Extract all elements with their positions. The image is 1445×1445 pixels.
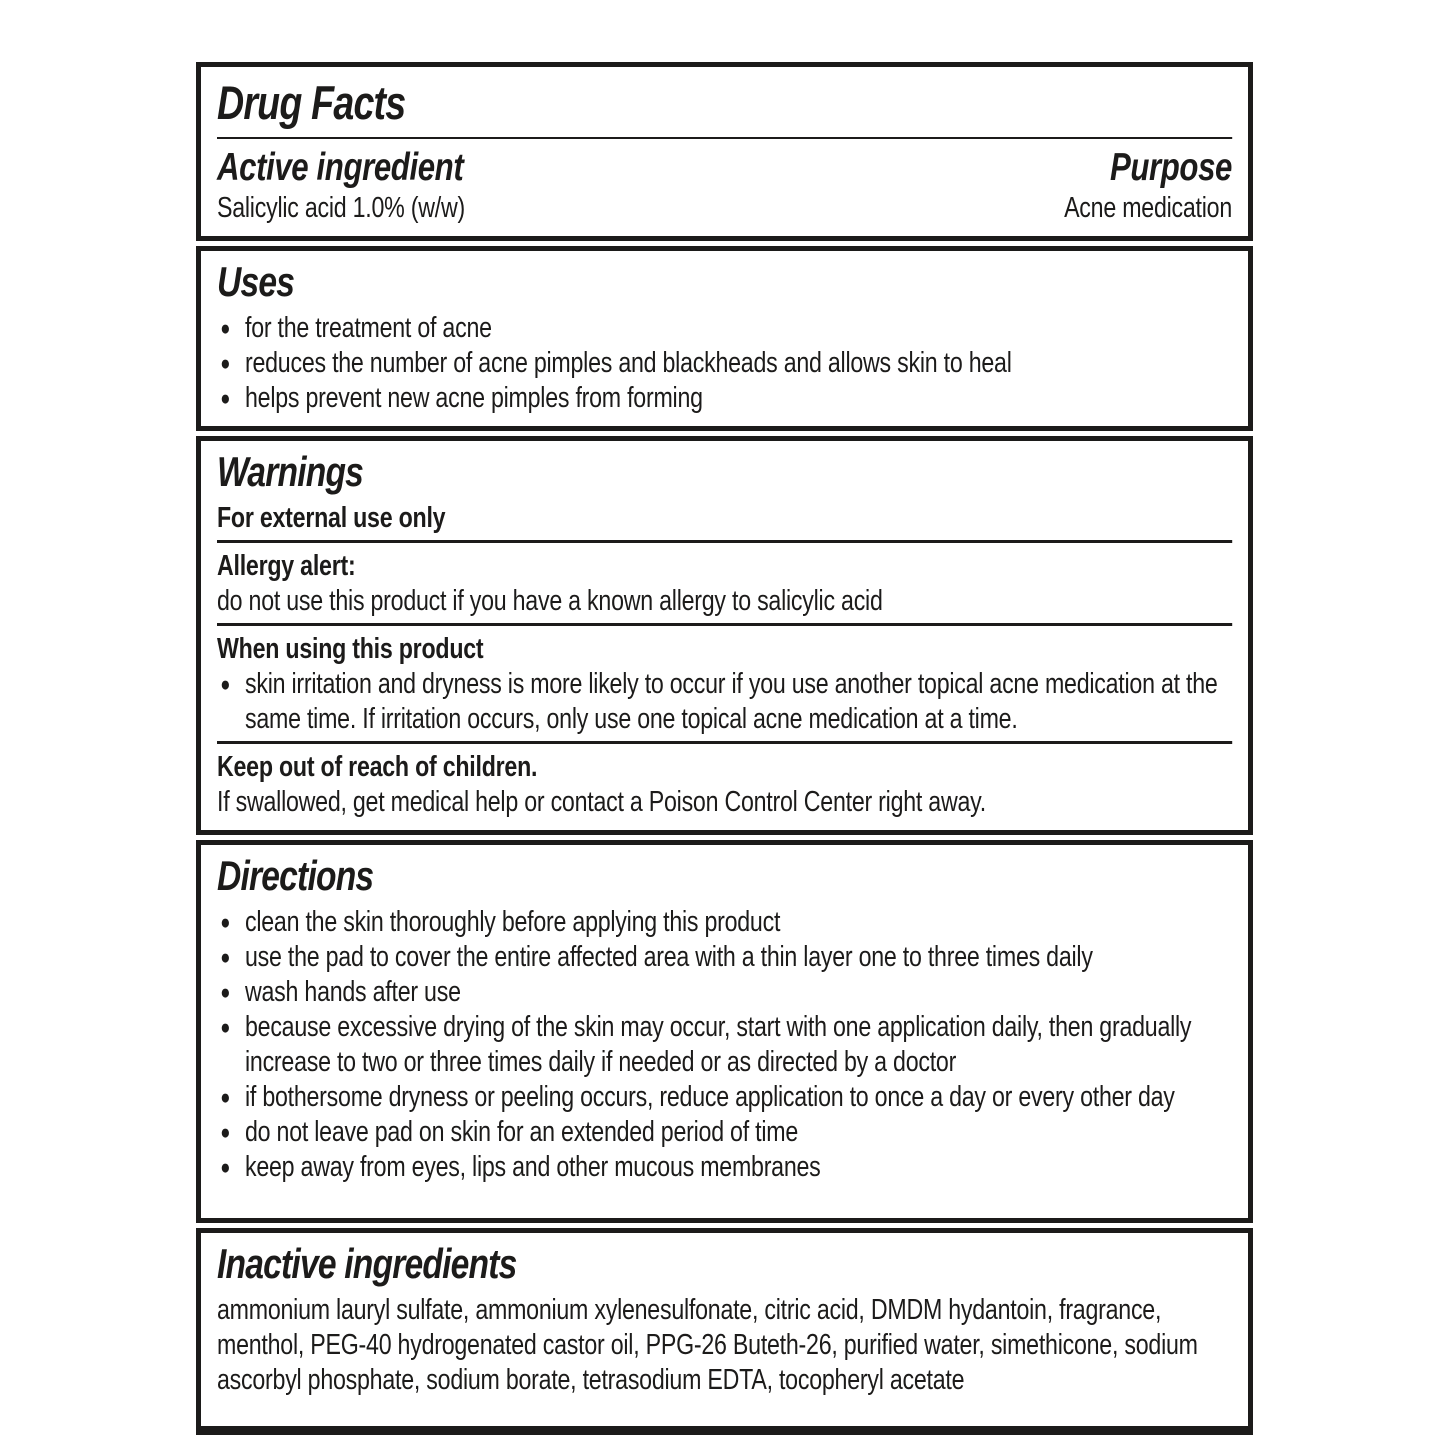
uses-heading: Uses [217, 258, 295, 305]
warnings-divider [217, 623, 1232, 626]
drug-facts-label [196, 62, 1253, 1435]
warnings-divider [217, 540, 1232, 543]
section-inactive-ingredients [196, 1228, 1253, 1435]
directions-bullet-item: ● do not leave pad on skin for an extended period of time [217, 1115, 1232, 1150]
uses-bullet-item: ● reduces the number of acne pimples and blackheads and allows skin to heal [217, 346, 1232, 381]
section-header [196, 62, 1253, 241]
purpose-value: Acne medication [1064, 192, 1232, 224]
directions-bullet-item: ● wash hands after use [217, 975, 1232, 1010]
section-directions [196, 840, 1253, 1223]
allergy-alert-text: do not use this product if you have a known allergy to salicylic acid [217, 585, 883, 617]
keep-out-subhead: Keep out of reach of children. [217, 751, 538, 783]
uses-bullet-item: ● for the treatment of acne [217, 311, 1232, 346]
warnings-heading: Warnings [217, 448, 364, 495]
active-ingredient-value: Salicylic acid 1.0% (w/w) [217, 192, 465, 224]
active-ingredient-heading: Active ingredient [217, 146, 464, 189]
directions-bullet-item: ● if bothersome dryness or peeling occurs, reduce application to once a day or every other day [217, 1080, 1232, 1115]
inactive-ingredients-text: ammonium lauryl sulfate, ammonium xylenesulfonate, citric acid, DMDM hydantoin, fragrance, menthol, PEG-40 hydrogenated castor oil, PPG-26 Buteth-26, purified water, simethicone, sodium ascorbyl phosphate, sodium borate, tetrasodium EDTA, tocopheryl acetate [217, 1294, 1198, 1396]
directions-bullet-item: ● use the pad to cover the entire affected area with a thin layer one to three times daily [217, 940, 1232, 975]
directions-bullet-item: ● keep away from eyes, lips and other mucous membranes [217, 1150, 1232, 1185]
uses-bullet-item: ● helps prevent new acne pimples from forming [217, 381, 1232, 416]
section-warnings [196, 436, 1253, 835]
purpose-heading: Purpose [1109, 146, 1232, 189]
inactive-ingredients-heading: Inactive ingredients [217, 1240, 517, 1287]
warnings-divider [217, 741, 1232, 744]
section-uses [196, 246, 1253, 431]
when-using-subhead: When using this product [217, 633, 484, 665]
header-divider [217, 137, 1232, 139]
keep-out-text: If swallowed, get medical help or contact a Poison Control Center right away. [217, 786, 986, 818]
allergy-alert-subhead: Allergy alert: [217, 550, 356, 582]
directions-bullet-item: ● clean the skin thoroughly before applying this product [217, 905, 1232, 940]
directions-bullet-item: ● because excessive drying of the skin may occur, start with one application daily, then gradually increase to two or three times daily if needed or as directed by a doctor [217, 1010, 1232, 1080]
when-using-bullet-item: ● skin irritation and dryness is more likely to occur if you use another topical acne medication at the same time. If irritation occurs, only use one topical acne medication at a time. [217, 667, 1232, 737]
drug-facts-title: Drug Facts [217, 76, 406, 129]
external-use-subhead: For external use only [217, 502, 446, 534]
directions-heading: Directions [217, 852, 374, 899]
